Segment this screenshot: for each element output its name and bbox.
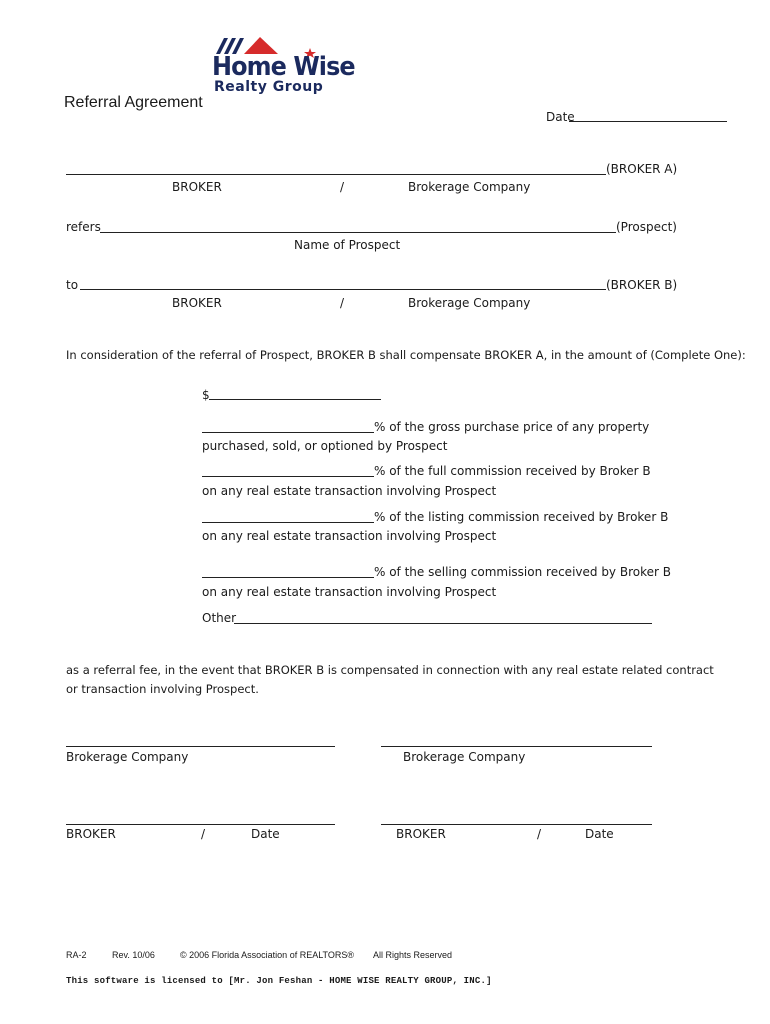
selling-commission-label-2: on any real estate transaction involving Prospect: [202, 585, 497, 599]
broker-b-prefix: to: [66, 278, 79, 292]
prospect-field[interactable]: [100, 232, 616, 233]
right-broker-label: BROKER: [396, 827, 446, 841]
broker-a-suffix: (BROKER A): [606, 162, 678, 176]
logo-name-line2: Realty Group: [214, 79, 324, 95]
left-date-label: Date: [251, 827, 280, 841]
listing-commission-label-2: on any real estate transaction involving Prospect: [202, 529, 497, 543]
other-label: Other: [202, 611, 237, 625]
license-notice: This software is licensed to [Mr. Jon Feshan - HOME WISE REALTY GROUP, INC.]: [66, 976, 492, 986]
prospect-caption: Name of Prospect: [294, 238, 401, 252]
form-id: RA-2: [66, 950, 87, 960]
date-field[interactable]: [569, 121, 727, 122]
listing-commission-label: % of the listing commission received by Broker B: [374, 510, 669, 524]
gross-percent-field[interactable]: [202, 432, 374, 433]
prospect-prefix: refers: [66, 220, 101, 234]
full-commission-field[interactable]: [202, 476, 374, 477]
full-commission-label: % of the full commission received by Broker B: [374, 464, 651, 478]
right-broker-sep: /: [537, 827, 542, 841]
broker-a-field[interactable]: [66, 174, 606, 175]
right-company-signature-field[interactable]: [381, 746, 652, 747]
page-title: Referral Agreement: [64, 94, 203, 111]
prospect-suffix: (Prospect): [616, 220, 677, 234]
date-label: Date: [546, 110, 575, 124]
gross-percent-label: % of the gross purchase price of any property: [374, 420, 650, 434]
full-commission-label-2: on any real estate transaction involving Prospect: [202, 484, 497, 498]
dollar-amount-field[interactable]: [209, 399, 381, 400]
broker-b-caption-sep: /: [340, 296, 345, 310]
broker-b-caption-company: Brokerage Company: [408, 296, 531, 310]
form-revision: Rev. 10/06: [112, 950, 155, 960]
referral-fee-text-2: or transaction involving Prospect.: [66, 682, 259, 696]
broker-a-caption-sep: /: [340, 180, 345, 194]
left-company-signature-field[interactable]: [66, 746, 335, 747]
listing-commission-field[interactable]: [202, 522, 374, 523]
company-logo: [212, 34, 355, 95]
right-broker-signature-field[interactable]: [381, 824, 652, 825]
broker-b-caption-broker: BROKER: [172, 296, 222, 310]
gross-percent-label-2: purchased, sold, or optioned by Prospect: [202, 439, 448, 453]
left-broker-sep: /: [201, 827, 206, 841]
selling-commission-field[interactable]: [202, 577, 374, 578]
dollar-sign: $: [202, 388, 210, 402]
left-broker-signature-field[interactable]: [66, 824, 335, 825]
broker-b-suffix: (BROKER B): [606, 278, 678, 292]
consideration-text: In consideration of the referral of Prospect, BROKER B shall compensate BROKER A, in the amount of (Complete One):: [66, 348, 746, 362]
broker-b-field[interactable]: [80, 289, 606, 290]
other-field[interactable]: [234, 623, 652, 624]
left-company-label: Brokerage Company: [66, 750, 189, 764]
broker-a-caption-company: Brokerage Company: [408, 180, 531, 194]
logo-name-line1: Home Wise: [212, 52, 355, 82]
copyright: © 2006 Florida Association of REALTORS®: [180, 950, 355, 960]
selling-commission-label: % of the selling commission received by Broker B: [374, 565, 671, 579]
referral-fee-text-1: as a referral fee, in the event that BROKER B is compensated in connection with any real estate related contract: [66, 663, 714, 677]
left-broker-label: BROKER: [66, 827, 116, 841]
right-date-label: Date: [585, 827, 614, 841]
right-company-label: Brokerage Company: [403, 750, 526, 764]
broker-a-caption-broker: BROKER: [172, 180, 222, 194]
rights-reserved: All Rights Reserved: [373, 950, 453, 960]
